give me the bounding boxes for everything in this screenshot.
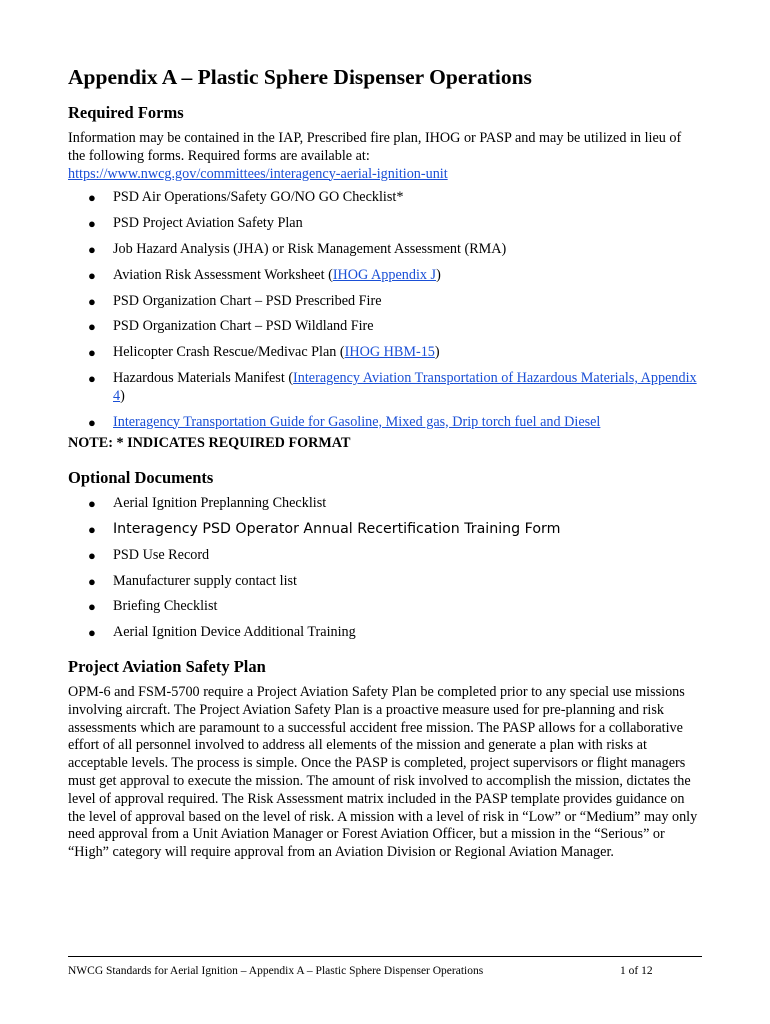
bullet-icon: ● [88, 345, 96, 361]
bullet-icon: ● [88, 190, 96, 206]
page-number: 1 of 12 [620, 965, 653, 977]
list-item: ● Manufacturer supply contact list [88, 572, 297, 589]
list-item: ● Job Hazard Analysis (JHA) or Risk Management Assessment (RMA) [88, 240, 507, 257]
required-forms-intro: Information may be contained in the IAP, Prescribed fire plan, IHOG or PASP and may be utilized in lieu of the following forms. Required forms are available at: https://www.nwcg.gov/committees/interagency-aerial-ignition-unit [68, 130, 682, 182]
pasp-body: OPM-6 and FSM-5700 require a Project Aviation Safety Plan be completed prior to any special use missions involving aircraft. The Project Aviation Safety Plan is a proactive measure used for pre-planning and risk assessments which are paramount to a successful accident free mission. The PASP allows for a collaborative effort of all personnel involved to address all elements of the mission and generate a plan with risks at acceptable levels. The process is simple. Once the PASP is completed, project supervisors or flight managers must get approval to execute the mission. The amount of risk involved to accomplish the mission, dictates the level of approval required. The Risk Assessment matrix included in the PASP template provides guidance on the level of approval based on the level of risk. A mission with a level of risk in “Low” or “Medium” may only need approval from a Unit Aviation Manager or Forest Aviation Officer, but a mission in the “Serious” or “High” category will require approval from an Aviation Division or Regional Aviation Manager. [68, 683, 698, 861]
list-item: ● Helicopter Crash Rescue/Medivac Plan (IHOG HBM-15) [88, 344, 440, 361]
list-item: ● Hazardous Materials Manifest (Interagency Aviation Transportation of Hazardous Materials, Appendix 4) [88, 369, 697, 404]
list-item: ● PSD Organization Chart – PSD Prescribed Fire [88, 292, 382, 309]
hazmat-appendix-4-link[interactable]: Interagency Aviation Transportation of Hazardous Materials, Appendix 4 [113, 369, 697, 404]
list-item: ● Aviation Risk Assessment Worksheet (IHOG Appendix J) [88, 266, 441, 283]
list-item: ● PSD Use Record [88, 546, 210, 563]
bullet-icon: ● [88, 625, 96, 641]
bullet-icon: ● [88, 496, 96, 512]
bullet-icon: ● [88, 319, 96, 335]
bullet-icon: ● [88, 216, 96, 232]
bullet-icon: ● [88, 573, 96, 589]
optional-documents-list [68, 495, 698, 642]
footer-title: NWCG Standards for Aerial Ignition – Appendix A – Plastic Sphere Dispenser Operations [68, 965, 484, 977]
list-item: ● Aerial Ignition Preplanning Checklist [88, 495, 327, 512]
page-title: Appendix A – Plastic Sphere Dispenser Operations [68, 65, 532, 89]
list-item: ● Aerial Ignition Device Additional Training [88, 624, 356, 641]
document-page [68, 62, 698, 862]
ihog-hbm-15-link[interactable]: IHOG HBM-15 [344, 344, 435, 361]
bullet-icon: ● [88, 293, 96, 309]
required-forms-heading: Required Forms [68, 103, 184, 122]
bullet-icon: ● [88, 599, 96, 615]
list-item: ● PSD Project Aviation Safety Plan [88, 215, 303, 232]
bullet-icon: ● [88, 267, 96, 283]
list-item: ● PSD Organization Chart – PSD Wildland Fire [88, 318, 374, 335]
required-format-note: NOTE: * INDICATES REQUIRED FORMAT [68, 435, 351, 452]
optional-documents-heading: Optional Documents [68, 468, 214, 488]
list-item: ● PSD Air Operations/Safety GO/NO GO Checklist* [88, 189, 404, 206]
pasp-heading: Project Aviation Safety Plan [68, 656, 266, 676]
page-footer [68, 956, 702, 977]
transportation-guide-link[interactable]: Interagency Transportation Guide for Gasoline, Mixed gas, Drip torch fuel and Diesel [113, 413, 601, 430]
required-forms-list [68, 189, 698, 431]
list-item: ● Briefing Checklist [88, 598, 218, 615]
bullet-icon: ● [88, 547, 96, 563]
bullet-icon: ● [88, 414, 96, 430]
list-item: ● Interagency PSD Operator Annual Recertification Training Form [88, 520, 561, 537]
nwcg-link[interactable]: https://www.nwcg.gov/committees/interagency-aerial-ignition-unit [68, 165, 448, 182]
ihog-appendix-j-link[interactable]: IHOG Appendix J [332, 266, 437, 283]
list-item [68, 414, 698, 432]
bullet-icon: ● [88, 370, 96, 386]
bullet-icon: ● [88, 241, 96, 257]
bullet-icon: ● [88, 521, 96, 537]
